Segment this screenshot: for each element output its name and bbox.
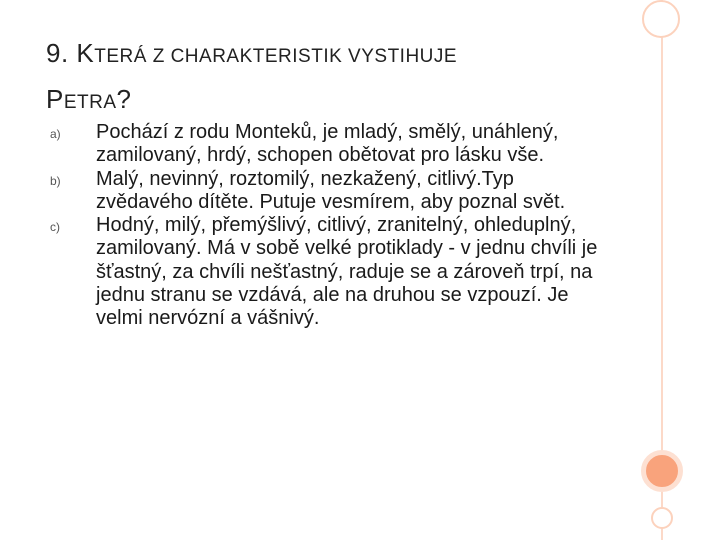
title-line-2 [46,78,606,124]
slide-title [46,32,606,124]
list-item-a [50,121,610,168]
decorative-circle-bottom [651,507,673,529]
item-text: Pochází z rodu Monteků, je mladý, smělý, unáhlený, zamilovaný, hrdý, schopen obětovat pro lásku vše. [96,121,559,167]
list-item-c [50,214,610,330]
title-line-1-rest: TERÁ Z CHARAKTERISTIK VYSTIHUJE [94,46,458,67]
item-text: Hodný, milý, přemýšlivý, citlivý, zranitelný, ohleduplný, zamilovaný. Má v sobě velké protiklady - v jednu chvíli je šťastný, za chvíli nešťastný, raduje se a zároveň trpí, na jednu stranu se vzdává, ale na druhou se vzpouzí. Je velmi nervózní a vášnivý. [96,214,598,330]
decorative-circle-filled [641,450,683,492]
title-line-2-end: ? [116,84,132,114]
item-marker: b) [50,173,61,188]
title-line-1 [46,32,606,78]
title-line-1-initial: 9. K [46,38,95,68]
answer-list [50,121,610,331]
item-marker: c) [50,220,60,235]
decorative-circle-top [642,0,680,38]
title-line-2-rest: ETRA [63,92,117,113]
item-text: Malý, nevinný, roztomilý, nezkažený, citlivý.Typ zvědavého dítěte. Putuje vesmírem, aby poznal svět. [96,167,566,213]
item-marker: a) [50,127,61,141]
title-line-2-initial: P [46,84,64,114]
list-item-b [50,168,610,215]
